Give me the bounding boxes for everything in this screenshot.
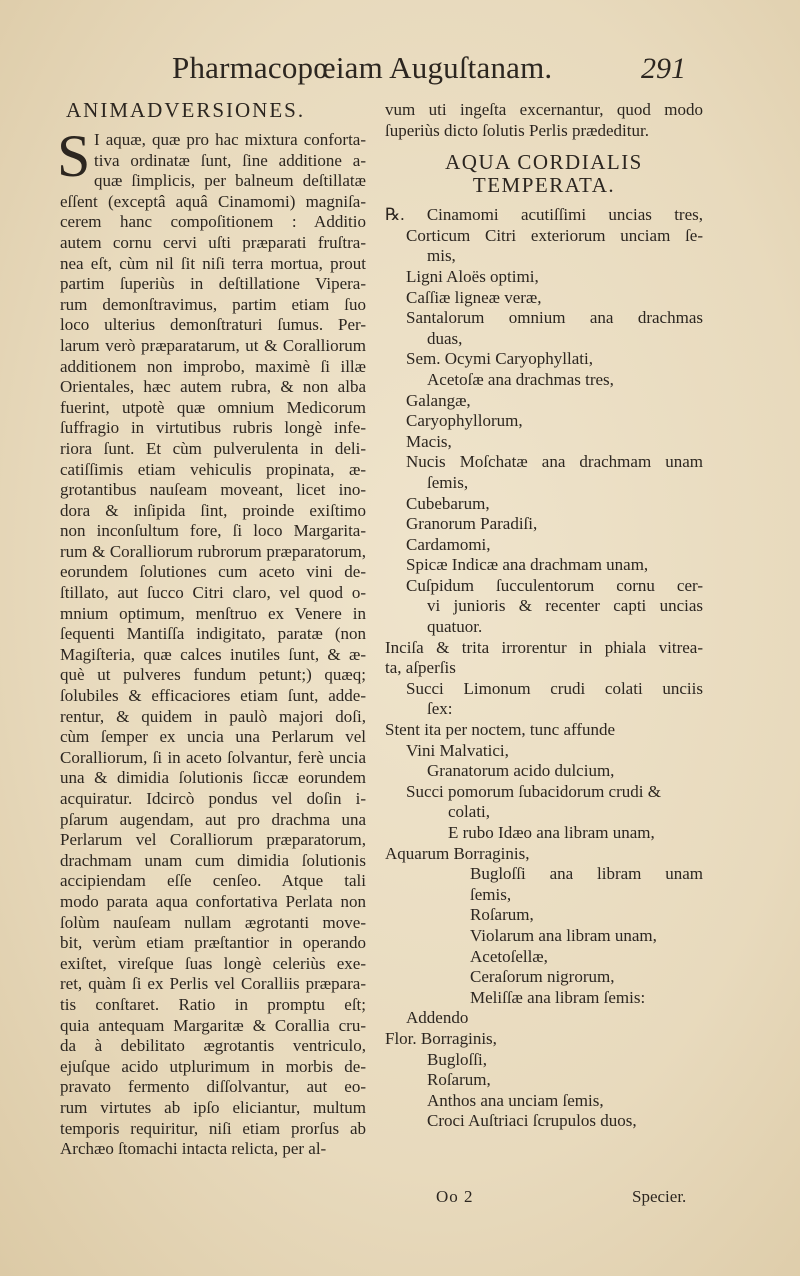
text-line: nea eſt, cùm nil ſit niſi terra mortua, prout — [60, 253, 366, 273]
commentary-text — [60, 192, 366, 1160]
recipe-line: Cubebarum, — [406, 493, 490, 513]
recipe-line: Addendo — [406, 1008, 469, 1028]
text-line: ſequenti Mantiſſa indigitato, paratæ (non — [60, 624, 366, 644]
text-line: da à debilitato ægrotantis ventriculo, — [60, 1036, 366, 1056]
text-line: pſarum augendam, aut pro drachma una — [60, 809, 366, 829]
text-line: Magiſteria, quæ calces inutiles ſunt, & æ- — [60, 644, 366, 664]
text-line: Orientales, hæc autem rubra, & non alba — [60, 377, 366, 397]
signature-mark: Oo 2 — [436, 1187, 474, 1206]
text-line: cùm ſemper ex uncia una Perlarum vel — [60, 727, 366, 747]
drop-cap-paragraph — [57, 123, 366, 192]
recipe-line: colati, — [448, 802, 491, 822]
text-line: non inconſultum fore, ſi loco Margarita- — [60, 521, 366, 541]
text-line: ſuffragio in virtutibus rubris longè infe- — [60, 418, 366, 438]
recipe-line: Nucis Moſchatæ ana drachmam unam — [406, 452, 703, 472]
recipe-line: Bugloſſi, — [427, 1049, 487, 1069]
text-line: drachmam unam cum dimidia ſolutionis — [60, 850, 366, 870]
text-line: tis conſtaret. Ratio in promptu eſt; — [60, 994, 366, 1014]
recipe-line: Macis, — [406, 431, 452, 451]
section-heading-animadversiones: ANIMADVERSIONES. — [66, 98, 306, 122]
text-line: grotantibus nauſeam moveant, licet ino- — [60, 480, 366, 500]
text-line: ſolùm nauſeam nullam ægrotanti move- — [60, 912, 366, 932]
recipe-line: Croci Auſtriaci ſcrupulos duos, — [427, 1111, 637, 1131]
text-line: mnium optimum, menſtruo ex Venere in — [60, 603, 366, 623]
text-line: rentur, & quidem in paulò majori doſi, — [60, 706, 366, 726]
recipe-line: Corticum Citri exteriorum unciam ſe- — [406, 225, 703, 245]
text-line: una & dimidia ſolutionis ſiccæ eorundem — [60, 768, 366, 788]
recipe-line: Stent ita per noctem, tunc affunde — [385, 720, 616, 740]
text-line: ret, quàm ſi ex Perlis vel Coralliis præpara- — [60, 974, 366, 994]
text-line: rum & Coralliorum rubrorum præparatorum, — [60, 541, 366, 561]
text-line: exiſtet, vireſque ſuas longè celeriùs exe- — [60, 953, 366, 973]
text-line: vum uti ingeſta excernantur, quod modo — [385, 100, 703, 119]
recipe-line: ſemis, — [427, 472, 469, 492]
recipe-line: E rubo Idæo ana libram unam, — [448, 823, 655, 842]
catchword: Specier. — [632, 1187, 687, 1206]
text-line: quia antequam Margaritæ & Corallia cru- — [60, 1015, 366, 1035]
text-line: rum demonſtravimus, partim etiam ſuo — [60, 294, 366, 314]
running-title: Pharmacopœiam Auguſtanam. — [172, 50, 553, 85]
text-line: rum virtutes ab ipſo eliciantur, multum — [60, 1097, 366, 1117]
text-line: modo parata aqua confortativa Perlata non — [60, 891, 366, 911]
recipe-line: ſemis, — [470, 884, 512, 904]
text-line: ſuperiùs dicto ſolutis Perlis prædeditur. — [385, 120, 649, 140]
drop-cap: S — [57, 123, 91, 189]
recipe-line: ℞. Cinamomi acutiſſimi uncias tres, — [385, 205, 703, 225]
recipe-line: Anthos ana unciam ſemis, — [427, 1090, 604, 1110]
recipe-title — [385, 151, 703, 197]
text-line: eſſent (exceptâ aquâ Cinamomi) magniſa- — [60, 191, 366, 211]
running-head — [0, 50, 800, 96]
text-line: dora & inſipida ſint, proinde exiſtimo — [60, 500, 366, 520]
recipe-line: Acetoſellæ, — [470, 946, 548, 966]
recipe-line: Violarum ana libram unam, — [470, 925, 657, 945]
recipe-line: duas, — [427, 328, 463, 348]
text-line: accipiendam eſſe cenſeo. Atque tali — [60, 871, 366, 891]
text-line: pravato fermento diſſolvantur, aut eo- — [60, 1077, 366, 1097]
text-line: loco ulterius demonſtraturi ſumus. Per- — [60, 315, 366, 335]
text-line: Perlarum vel Coralliorum præparatorum, — [60, 830, 366, 850]
recipe-line: Ceraſorum nigrorum, — [470, 967, 615, 987]
text-line: cerem hanc compoſitionem : Additio — [60, 212, 366, 232]
recipe-line: Meliſſæ ana libram ſemis: — [470, 987, 646, 1007]
recipe-line: Aquarum Borraginis, — [385, 843, 530, 863]
right-column — [385, 100, 703, 1132]
recipe-line: ſex: — [427, 699, 453, 719]
text-line: bit, verùm etiam præſtantior in operando — [60, 933, 366, 953]
text-line: ſtillato, aut ſucco Citri claro, vel quod o- — [60, 583, 366, 603]
recipe-line: Ligni Aloës optimi, — [406, 266, 539, 286]
text-line: partim ſuperiùs in deſtillatione Vipera- — [60, 274, 366, 294]
text-line: ejuſque acido utplurimum in morbis de- — [60, 1056, 366, 1076]
recipe-line: Acetoſæ ana drachmas tres, — [427, 369, 614, 389]
recipe-title-line: AQUA CORDIALIS — [445, 150, 643, 175]
text-line: eorundem ſolutiones cum aceto vini de- — [60, 562, 366, 582]
text-line: riora ſunt. Et cùm pulverulenta in deli- — [60, 438, 366, 458]
recipe-line: Santalorum omnium ana drachmas — [406, 308, 703, 328]
recipe-line: Flor. Borraginis, — [385, 1028, 497, 1048]
recipe-line: quatuor. — [427, 617, 483, 637]
recipe-line: Spicæ Indicæ ana drachmam unam, — [406, 555, 649, 575]
recipe-line: Succi Limonum crudi colati unciis — [406, 678, 703, 698]
text-line: temporis requiritur, niſi etiam prorſus ab — [60, 1118, 366, 1138]
recipe-line: Granorum Paradiſi, — [406, 514, 538, 534]
recipe-line: ta, aſperſis — [385, 658, 456, 678]
recipe-line: Roſarum, — [427, 1070, 491, 1090]
recipe-text — [385, 205, 703, 1132]
text-line: autem cornu cervi uſti præparati fruſtra- — [60, 232, 366, 252]
text-line: tiva ordinatæ ſunt, ſine additione a- — [94, 150, 366, 170]
text-line: additionem non improbo, maximè ſi illæ — [60, 356, 366, 376]
text-line: fuerint, utpotè quæ omnium Medicorum — [60, 397, 366, 417]
recipe-line: Inciſa & trita irrorentur in phiala vitrea- — [385, 637, 703, 657]
text-line: larum verò præparatarum, ut & Coralliorum — [60, 335, 366, 355]
recipe-line: Cardamomi, — [406, 534, 491, 554]
recipe-line: Bugloſſi ana libram unam — [470, 864, 703, 884]
text-line: catiſſimis etiam vehiculis propinata, æ- — [60, 459, 366, 479]
recipe-line: Caſſiæ ligneæ veræ, — [406, 287, 542, 307]
recipe-line: Roſarum, — [470, 905, 534, 925]
recipe-line: mis, — [427, 246, 456, 266]
text-line: què ut pulveres fundum petunt;) quæq; — [60, 665, 366, 685]
page-number: 291 — [641, 52, 686, 85]
recipe-line: Cuſpidum ſucculentorum cornu cer- — [406, 575, 703, 595]
text-line: Archæo ſtomachi intacta relicta, per al- — [60, 1139, 327, 1159]
recipe-line: Succi pomorum ſubacidorum crudi & — [406, 781, 661, 801]
recipe-line: Granatorum acido dulcium, — [427, 761, 615, 781]
recipe-line: Caryophyllorum, — [406, 411, 523, 431]
recipe-line: vi junioris & recenter capti uncias — [427, 596, 703, 616]
recipe-line: Vini Malvatici, — [406, 740, 509, 760]
text-line: quæ ſimplicis, per balneum deſtillatæ — [94, 171, 366, 191]
text-line: acquiratur. Idcircò pondus vel doſin i- — [60, 789, 366, 809]
text-line: ſolubiles & efficaciores etiam ſunt, adde- — [60, 686, 366, 706]
recipe-line: Sem. Ocymi Caryophyllati, — [406, 349, 593, 369]
text-line: I aquæ, quæ pro hac mixtura conforta- — [94, 130, 366, 149]
recipe-line: Galangæ, — [406, 390, 471, 410]
text-line: Coralliorum, ſi in aceto ſolvantur, ferè uncia — [60, 747, 366, 767]
left-column — [57, 98, 366, 1160]
recipe-title-line: TEMPERATA. — [472, 173, 616, 198]
